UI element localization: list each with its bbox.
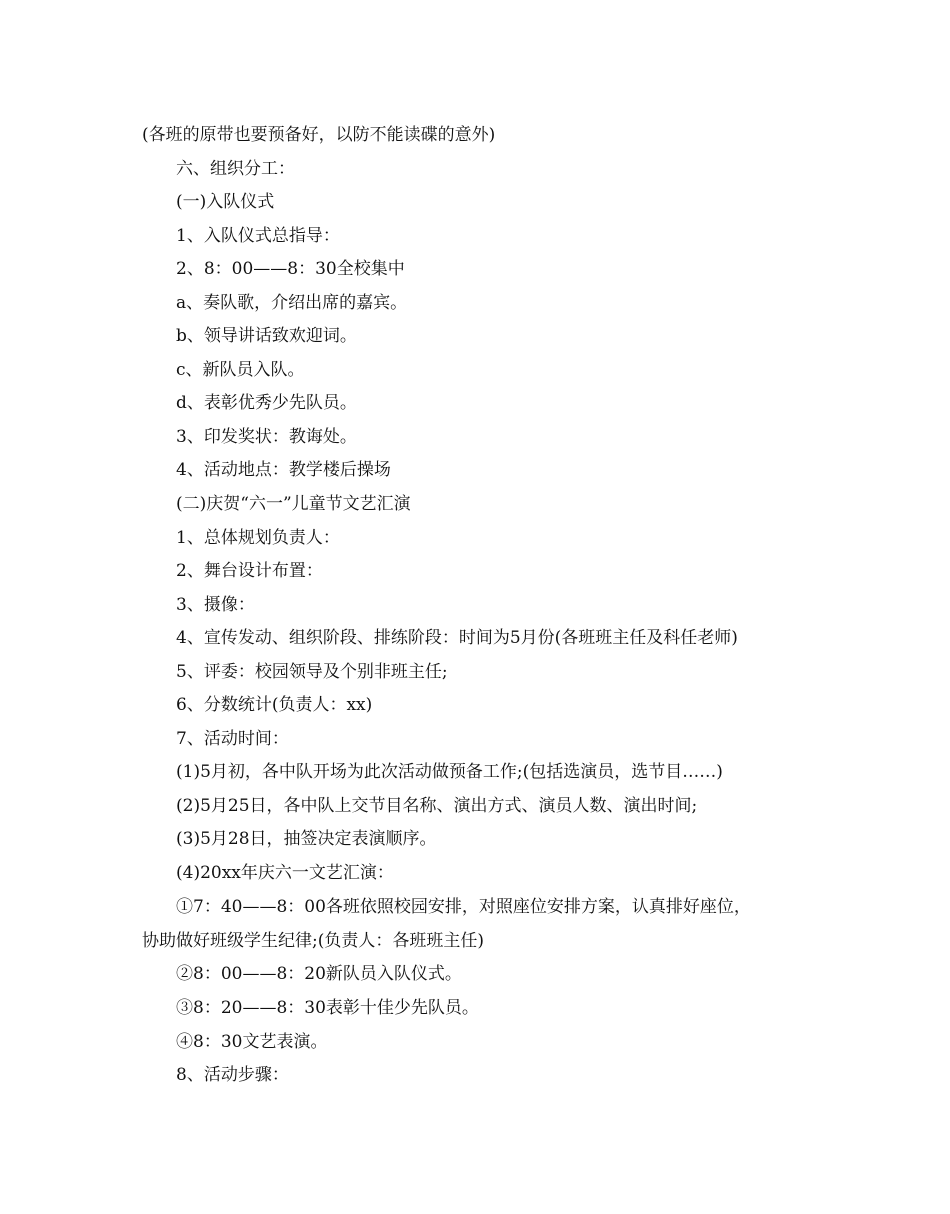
text-line: (3)5月28日，抽签决定表演顺序。 (176, 829, 437, 849)
text-line-continuation: 协助做好班级学生纪律;(负责人：各班班主任) (142, 931, 484, 951)
text-line-backup-note: (各班的原带也要预备好，以防不能读碟的意外) (142, 125, 496, 145)
subsection-heading-induction: (一)入队仪式 (176, 192, 275, 212)
text-line: 5、评委：校园领导及个别非班主任; (176, 662, 448, 682)
text-line: 3、印发奖状：教诲处。 (176, 427, 357, 447)
text-line: (1)5月初，各中队开场为此次活动做预备工作;(包括选演员，选节目……) (176, 762, 723, 782)
text-line: ②8：00——8：20新队员入队仪式。 (176, 964, 462, 984)
text-line: 3、摄像： (176, 595, 255, 615)
text-line: 4、宣传发动、组织阶段、排练阶段：时间为5月份(各班班主任及科任老师) (176, 628, 738, 648)
text-line: 2、8：00——8：30全校集中 (176, 259, 405, 279)
text-line: (2)5月25日，各中队上交节目名称、演出方式、演员人数、演出时间; (176, 796, 698, 816)
text-line: ④8：30文艺表演。 (176, 1032, 328, 1052)
section-heading-organization: 六、组织分工： (176, 159, 295, 179)
text-line: a、奏队歌，介绍出席的嘉宾。 (176, 293, 408, 313)
text-line: 8、活动步骤： (176, 1065, 289, 1085)
text-line: ①7：40——8：00各班依照校园安排，对照座位安排方案，认真排好座位， (176, 897, 751, 917)
text-line: ③8：20——8：30表彰十佳少先队员。 (176, 998, 479, 1018)
text-line: 7、活动时间： (176, 729, 289, 749)
subsection-heading-performance: (二)庆贺“六一”儿童节文艺汇演 (176, 494, 411, 514)
text-line: d、表彰优秀少先队员。 (176, 393, 357, 413)
text-line: 6、分数统计(负责人：xx) (176, 695, 373, 715)
text-line: b、领导讲话致欢迎词。 (176, 326, 357, 346)
text-line: c、新队员入队。 (176, 360, 305, 380)
text-line: 1、总体规划负责人： (176, 528, 340, 548)
text-line: 4、活动地点：教学楼后操场 (176, 460, 391, 480)
text-line: 1、入队仪式总指导： (176, 226, 340, 246)
text-line: 2、舞台设计布置： (176, 561, 323, 581)
text-line: (4)20xx年庆六一文艺汇演： (176, 863, 394, 883)
